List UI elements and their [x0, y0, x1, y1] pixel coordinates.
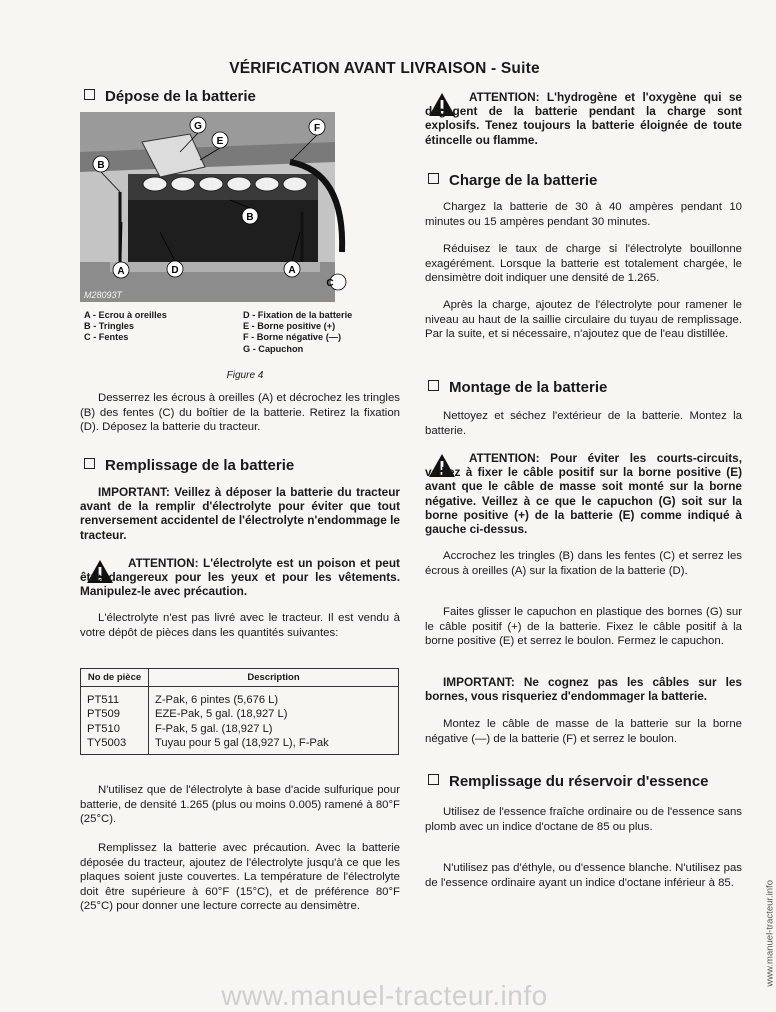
mounting-text-1: Nettoyez et séchez l'extérieur de la batterie. Montez la batterie.: [425, 410, 742, 437]
legend-item: A - Ecrou à oreilles: [84, 310, 167, 320]
checkbox-icon: [84, 458, 95, 469]
attention-short-circuit: ATTENTION: Pour éviter les courts-circuits, veillez à fixer le câble positif sur la borne positive (E) avant que le câble de masse soit monté sur la borne négative. Veillez à ce que le capuchon (G) soit sur la borne positive (+) de la batterie (E) comme indiqué à gauche ci-dessus.: [425, 451, 742, 537]
electrolyte-spec-text: N'utilisez que de l'électrolyte à base d'acide sulfurique pour batterie, de densité 1.265 (plus ou moins 0.005) ramené à 80°F (25°C).: [80, 784, 400, 826]
checkbox-icon: [428, 380, 439, 391]
fuel-text-2: N'utilisez pas d'éthyle, ou d'essence blanche. N'utilisez pas de l'essence ordinaire ayant un indice d'octane inférieur à 85.: [425, 862, 742, 889]
charging-text-3: Après la charge, ajoutez de l'électrolyte pour ramener le niveau au haut de la saillie circulaire du tuyau de remplissage. Par la suite, et si nécessaire, n'ajoutez que de l'eau distillée.: [425, 299, 742, 341]
table-row: TY5003 Tuyau pour 5 gal (18,927 L), F-Pak: [81, 736, 399, 755]
figure-label: A: [117, 266, 125, 277]
checkbox-icon: [84, 89, 95, 100]
table-row: PT509 EZE-Pak, 5 gal. (18,927 L): [81, 707, 399, 721]
checkbox-icon: [428, 173, 439, 184]
legend-item: B - Tringles: [84, 321, 135, 332]
heading-fuel: Remplissage du réservoir d'essence: [428, 773, 709, 790]
heading-battery-removal: Dépose de la batterie: [84, 88, 256, 105]
mounting-text-2: Accrochez les tringles (B) dans les fentes (C) et serrez les écrous à oreilles (A) sur la fixation de la batterie (D).: [425, 550, 742, 577]
figure-legend-col1: [84, 310, 167, 344]
figure-caption: Figure 4: [226, 370, 264, 381]
electrolyte-text: L'électrolyte n'est pas livré avec le tracteur. Il est vendu à votre dépôt de pièces dans les quantités suivantes:: [80, 612, 400, 639]
figure-label: B: [97, 160, 105, 171]
figure-label: A: [288, 265, 296, 276]
attention-hydrogen: ATTENTION: L'hydrogène et l'oxygène qui se dégagent de la batterie pendant la charge sont explosifs. Tenez toujours la batterie éloignée de toute étincelle ou flamme.: [425, 90, 742, 147]
figure-label: B: [246, 212, 254, 223]
legend-item: D - Fixation de la batterie: [243, 310, 353, 320]
mounting-text-4: Montez le câble de masse de la batterie sur la borne négative (—) de la batterie (F) et serrez le boulon.: [425, 718, 742, 745]
legend-item: C - Fentes: [84, 332, 129, 343]
table-row: PT510 F-Pak, 5 gal. (18,927 L): [81, 722, 399, 736]
battery-removal-text: Desserrez les écrous à oreilles (A) et décrochez les tringles (B) des fentes (C) du boîtier de la batterie. Retirez la fixation (D). Déposez la batterie du tracteur.: [80, 392, 400, 434]
heading-mounting: Montage de la batterie: [428, 379, 607, 396]
table-row: PT511 Z-Pak, 6 pintes (5,676 L): [81, 687, 399, 708]
filling-procedure-text: Remplissez la batterie avec précaution. Avec la batterie déposée du tracteur, ajoutez de l'électrolyte jusqu'à ce que les plaques soient juste couvertes. La température de l'électrolyte doit être supérieure à 60°F (15°C), et de préférence 80°F (25°C) pour donner une lecture correcte au densimètre.: [80, 842, 400, 913]
battery-illustration: [80, 112, 335, 302]
figure-label: C: [326, 278, 334, 289]
site-watermark: www.manuel-tracteur.info: [221, 980, 548, 1011]
charging-text-2: Réduisez le taux de charge si l'électrolyte bouillonne exagérément. Lorsque la batterie est totalement chargée, le densimètre doit indiquer une densité de 1.265.: [425, 243, 742, 285]
battery-figure: [80, 112, 335, 302]
important-cables: IMPORTANT: Ne cognez pas les câbles sur les bornes, vous risqueriez d'endommager la batterie.: [425, 675, 742, 704]
figure-code: M28093T: [84, 290, 123, 300]
figure-legend-col2: [243, 310, 352, 355]
parts-table: [80, 668, 399, 755]
figure-label: E: [216, 136, 224, 147]
charging-text-1: Chargez la batterie de 30 à 40 ampères pendant 10 minutes ou 15 ampères pendant 30 minutes.: [425, 201, 742, 228]
heading-battery-filling: Remplissage de la batterie: [84, 457, 294, 474]
attention-electrolyte: ATTENTION: L'électrolyte est un poison et peut être dangereux pour les yeux et pour les vêtements. Manipulez-le avec précaution.: [80, 556, 400, 599]
table-header-description: Description: [149, 669, 399, 687]
legend-item: F - Borne négative (—): [243, 332, 342, 343]
mounting-text-3: Faites glisser le capuchon en plastique des bornes (G) sur le câble positif (+) de la batterie. Fixez le câble positif à la borne positive (E) et serrez le boulon. Fermez le capuchon.: [425, 606, 742, 648]
heading-charging: Charge de la batterie: [428, 172, 597, 189]
side-watermark: www.manuel-tracteur.info: [765, 880, 776, 987]
table-header-part: No de pièce: [81, 669, 149, 687]
figure-label: G: [194, 121, 202, 132]
figure-label: D: [171, 265, 179, 276]
checkbox-icon: [428, 774, 439, 785]
fuel-text-1: Utilisez de l'essence fraîche ordinaire ou de l'essence sans plomb avec un indice d'octane de 85 ou plus.: [425, 806, 742, 833]
figure-label: F: [313, 123, 321, 134]
legend-item: E - Borne positive (+): [243, 321, 336, 332]
important-filling: IMPORTANT: Veillez à déposer la batterie du tracteur avant de la remplir d'électrolyte pour éviter que tout renversement accidentel de l'électrolyte n'endommage le tracteur.: [80, 485, 400, 542]
legend-item: G - Capuchon: [243, 343, 304, 354]
page-title: VÉRIFICATION AVANT LIVRAISON - Suite: [229, 60, 540, 77]
